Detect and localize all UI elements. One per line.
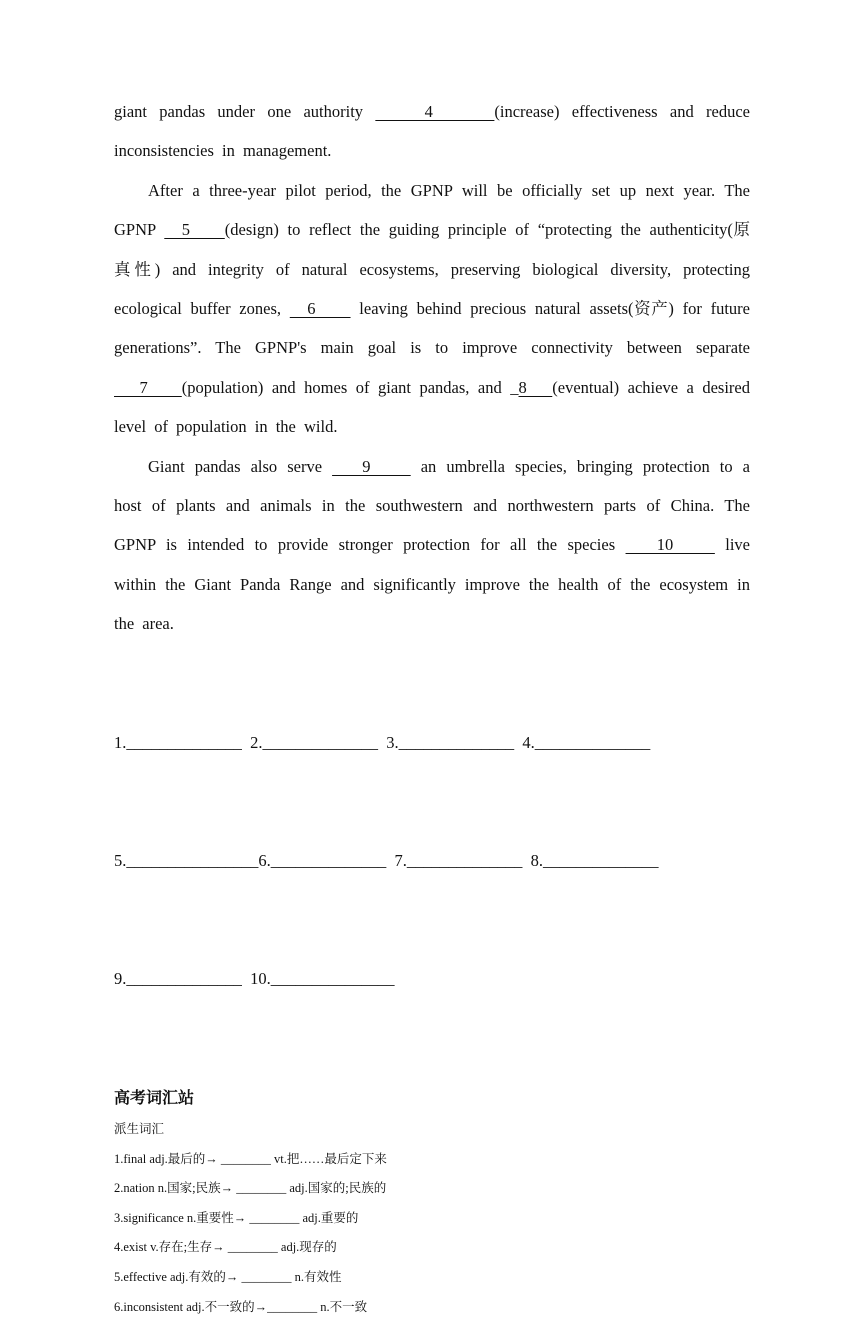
answer-row-3: 9.______________ 10._______________ [114, 968, 395, 988]
passage-paragraph-2 [114, 171, 750, 447]
passage-text: leaving behind precious natural assets(资产) for future generations”. The GPNP's main goal is to improve connectivity between separate [114, 299, 751, 358]
answer-lines [114, 644, 750, 1077]
answer-row-1: 1.______________ 2.______________ 3.______________ 4.______________ [114, 732, 651, 752]
passage-text: (eventual) achieve a desired level of population in the wild. [114, 377, 750, 437]
passage-text: (increase) effectiveness and reduce inconsistencies in management. [114, 102, 750, 161]
answer-blank[interactable]: 8 [518, 377, 553, 397]
answer-blank[interactable]: 5 [164, 220, 225, 240]
passage-text: an umbrella species, bringing protection to a host of plants and animals in the southwestern and northwestern parts of China. The GPNP is intended to provide stronger protection for all the species [114, 456, 750, 555]
passage-text: (design) to reflect the guiding principle of “protecting the authenticity(原真性) and integrity of natural ecosystems, preserving biological diversity, protecting ecological buffer zones, [114, 220, 750, 319]
answer-blank[interactable]: 10 [625, 535, 715, 555]
vocab-item: 1.final adj.最后的→ ________ vt.把……最后定下来 [114, 1151, 387, 1166]
passage-text: (population) and homes of giant pandas, and _ [181, 377, 519, 397]
vocab-subtitle: 派生词汇 [114, 1122, 165, 1137]
passage-paragraph-1 [114, 92, 750, 171]
answer-row-2: 5.________________6.______________ 7.______________ 8.______________ [114, 850, 659, 870]
answer-blank[interactable]: 7 [114, 377, 182, 397]
vocab-item: 3.significance n.重要性→ ________ adj.重要的 [114, 1210, 359, 1225]
passage-text: live within the Giant Panda Range and significantly improve the health of the ecosystem in the area. [114, 535, 751, 634]
answer-blank[interactable]: 6 [289, 299, 351, 319]
vocab-item: 4.exist v.存在;生存→ ________ adj.现存的 [114, 1240, 337, 1255]
answer-blank[interactable]: 4 [375, 102, 495, 121]
vocab-section-title: 高考词汇站 [114, 1088, 195, 1108]
passage-text: giant pandas under one authority [114, 102, 376, 121]
document-page [114, 92, 750, 1322]
passage-text: After a three-year pilot period, the GPNP will be officially set up next year. The GPNP [114, 180, 750, 240]
vocab-item: 5.effective adj.有效的→ ________ n.有效性 [114, 1270, 342, 1285]
vocab-item: 6.inconsistent adj.不一致的→________ n.不一致 [114, 1299, 368, 1314]
passage-text: Giant pandas also serve [148, 456, 333, 476]
vocab-item: 2.nation n.国家;民族→ ________ adj.国家的;民族的 [114, 1181, 387, 1196]
passage-paragraph-3 [114, 447, 750, 644]
answer-blank[interactable]: 9 [332, 456, 411, 476]
